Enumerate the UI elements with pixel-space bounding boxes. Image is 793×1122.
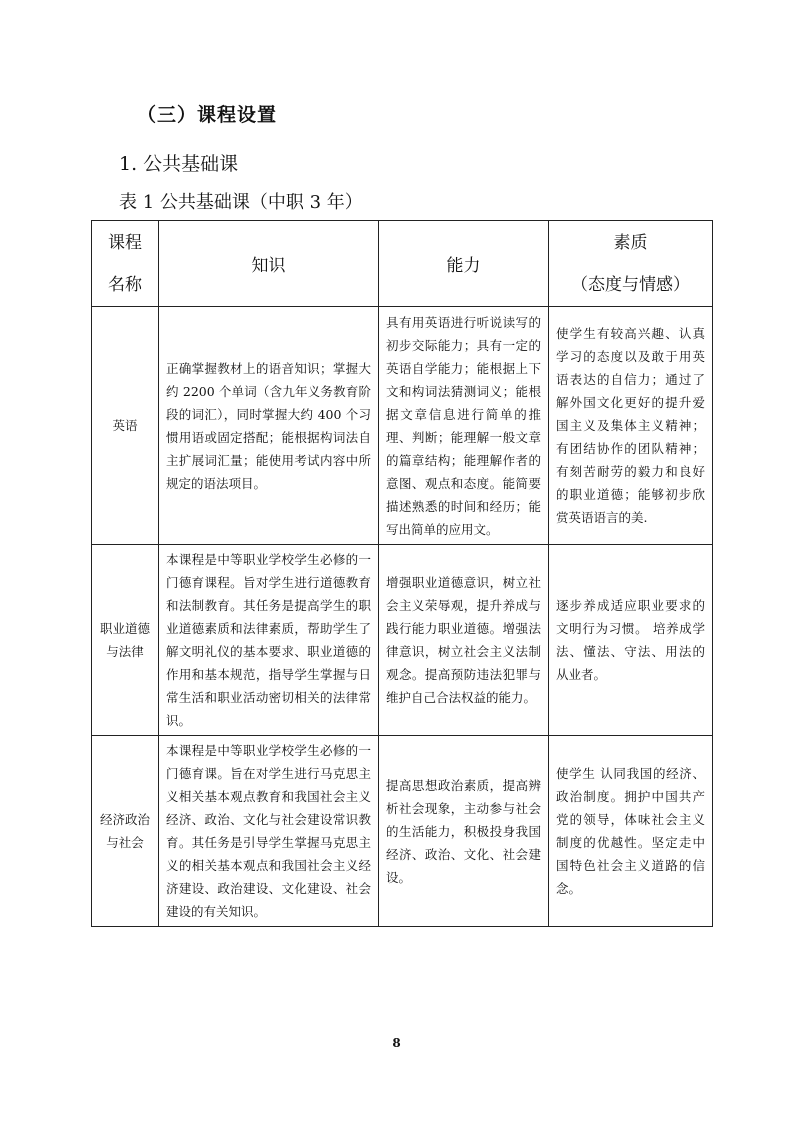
section-heading: （三）课程设置 bbox=[137, 104, 278, 126]
ability-cell: 提高思想政治素质，提高辨析社会现象，主动参与社会的生活能力，积极投身我国经济、政治、文化、社会建设。 bbox=[379, 736, 549, 927]
header-ability: 能力 bbox=[379, 221, 549, 307]
header-course-name bbox=[92, 221, 159, 307]
course-name-cell: 经济政治与社会 bbox=[92, 736, 159, 927]
table-row bbox=[92, 736, 713, 927]
header-course-name-line2: 名称 bbox=[108, 274, 142, 295]
knowledge-cell: 本课程是中等职业学校学生必修的一门德育课程。旨对学生进行道德教育和法制教育。其任务是提高学生的职业道德素质和法律素质，帮助学生了解文明礼仪的基本要求、职业道德的作用和基本规范，指导学生掌握与日常生活和职业活动密切相关的法律常识。 bbox=[159, 545, 379, 736]
header-course-name-line1: 课程 bbox=[108, 232, 142, 253]
quality-cell: 使学生有较高兴趣、认真学习的态度以及敢于用英语表达的自信力；通过了解外国文化更好的提升爱国主义及集体主义精神；有团结协作的团队精神；有刻苦耐劳的毅力和良好的职业道德；能够初步欣赏英语语言的美. bbox=[549, 307, 713, 545]
header-quality-line2: （态度与情感） bbox=[571, 274, 690, 295]
table-row bbox=[92, 307, 713, 545]
header-quality-line1: 素质 bbox=[613, 232, 648, 253]
course-name-cell: 职业道德与法律 bbox=[92, 545, 159, 736]
table-row bbox=[92, 545, 713, 736]
ability-cell: 增强职业道德意识，树立社会主义荣辱观，提升养成与践行能力职业道德。增强法律意识，树立社会主义法制观念。提高预防违法犯罪与维护自己合法权益的能力。 bbox=[379, 545, 549, 736]
header-knowledge: 知识 bbox=[159, 221, 379, 307]
table-header-row bbox=[92, 221, 713, 307]
ability-cell: 具有用英语进行听说读写的初步交际能力；具有一定的英语自学能力；能根据上下文和构词法猜测词义；能根据文章信息进行简单的推理、判断；能理解一般文章的篇章结构；能理解作者的意图、观点和态度。能简要描述熟悉的时间和经历；能写出简单的应用文。 bbox=[379, 307, 549, 545]
course-table bbox=[91, 220, 713, 927]
knowledge-cell: 正确掌握教材上的语音知识；掌握大约 2200 个单词（含九年义务教育阶段的词汇），同时掌握大约 400 个习惯用语或固定搭配；能根据构词法自主扩展词汇量；能使用考试内容中所规定的语法项目。 bbox=[159, 307, 379, 545]
header-quality bbox=[549, 221, 713, 307]
page-number: 8 bbox=[392, 1036, 401, 1050]
subheading: 1. 公共基础课 bbox=[119, 153, 239, 175]
table-caption: 表 1 公共基础课（中职 3 年） bbox=[119, 192, 363, 213]
course-name-cell: 英语 bbox=[92, 307, 159, 545]
knowledge-cell: 本课程是中等职业学校学生必修的一门德育课。旨在对学生进行马克思主义相关基本观点教育和我国社会主义经济、政治、文化与社会建设常识教育。其任务是引导学生掌握马克思主义的相关基本观点和我国社会主义经济建设、政治建设、文化建设、社会建设的有关知识。 bbox=[159, 736, 379, 927]
quality-cell: 逐步养成适应职业要求的文明行为习惯。 培养成学法、懂法、守法、用法的从业者。 bbox=[549, 545, 713, 736]
quality-cell: 使学生 认同我国的经济、政治制度。拥护中国共产党的领导，体味社会主义制度的优越性。坚定走中国特色社会主义道路的信念。 bbox=[549, 736, 713, 927]
